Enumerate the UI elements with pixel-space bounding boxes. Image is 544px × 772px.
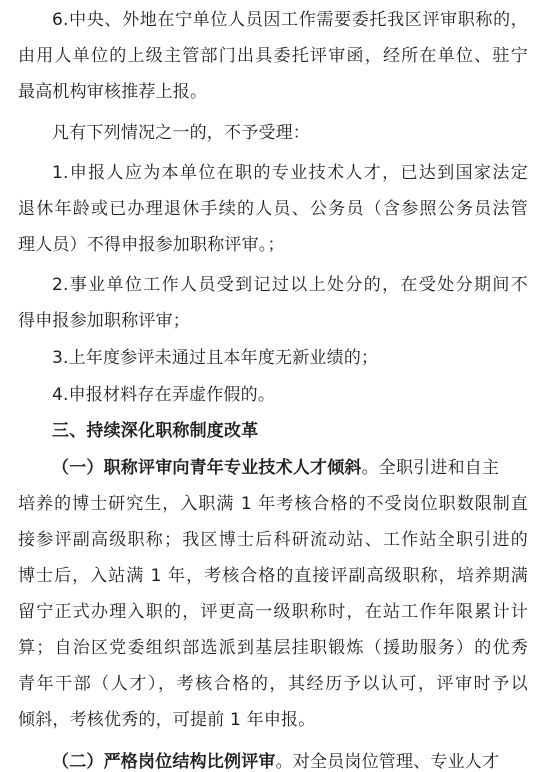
paragraph-8-line-1-rest: 。对全员岗位管理、专业人才 bbox=[275, 752, 500, 772]
paragraph-7-line-3: 接参评副高级职称；我区博士后科研流动站、工作站全职引进的 bbox=[18, 530, 528, 550]
paragraph-3-line-1: 1.申报人应为本单位在职的专业技术人才，已达到国家法定 bbox=[52, 163, 528, 183]
paragraph-3-line-2: 退休年龄或已办理退休手续的人员、公务员（含参照公务员法管 bbox=[18, 199, 528, 219]
paragraph-5-line-1: 3.上年度参评未通过且本年度无新业绩的； bbox=[52, 348, 379, 368]
paragraph-7-lead: （一）职称评审向青年专业技术人才倾斜 bbox=[52, 458, 362, 478]
paragraph-3-line-3: 理人员）不得申报参加职称评审。； bbox=[18, 235, 285, 255]
paragraph-7-line-8: 倾斜，考核优秀的，可提前 1 年申报。 bbox=[18, 710, 316, 730]
paragraph-6-line-1: 4.申报材料存在弄虚作假的。 bbox=[52, 385, 276, 405]
paragraph-7-line-1-rest: 。全职引进和自主 bbox=[361, 458, 500, 478]
paragraph-2-line-1: 凡有下列情况之一的，不予受理： bbox=[52, 123, 310, 143]
paragraph-7-line-4: 博士后，入站满 1 年，考核合格的直接评副高级职称，培养期满 bbox=[18, 566, 528, 586]
paragraph-1-line-1: 6.中央、外地在宁单位人员因工作需要委托我区评审职称的， bbox=[52, 10, 528, 30]
paragraph-7-line-7: 青年干部（人才），考核合格的，其经历予以认可，评审时予以 bbox=[18, 674, 528, 694]
paragraph-8-lead: （二）严格岗位结构比例评审 bbox=[52, 752, 276, 772]
paragraph-7-line-6: 算；自治区党委组织部选派到基层挂职锻炼（援助服务）的优秀 bbox=[18, 638, 528, 658]
paragraph-7-line-1 bbox=[52, 450, 528, 486]
paragraph-7-line-5: 留宁正式办理入职的，评更高一级职称时，在站工作年限累计计 bbox=[18, 602, 528, 622]
paragraph-1-line-2: 由用人单位的上级主管部门出具委托评审函，经所在单位、驻宁 bbox=[18, 46, 528, 66]
paragraph-7-line-2: 培养的博士研究生，入职满 1 年考核合格的不受岗位职数限制直 bbox=[18, 494, 528, 514]
paragraph-4-line-2: 得申报参加职称评审； bbox=[18, 311, 190, 331]
paragraph-8-line-1 bbox=[52, 744, 528, 772]
section-heading-3: 三、持续深化职称制度改革 bbox=[52, 421, 259, 441]
paragraph-4-line-1: 2.事业单位工作人员受到记过以上处分的，在受处分期间不 bbox=[52, 275, 528, 295]
paragraph-1-line-3: 最高机构审核推荐上报。 bbox=[18, 82, 208, 102]
